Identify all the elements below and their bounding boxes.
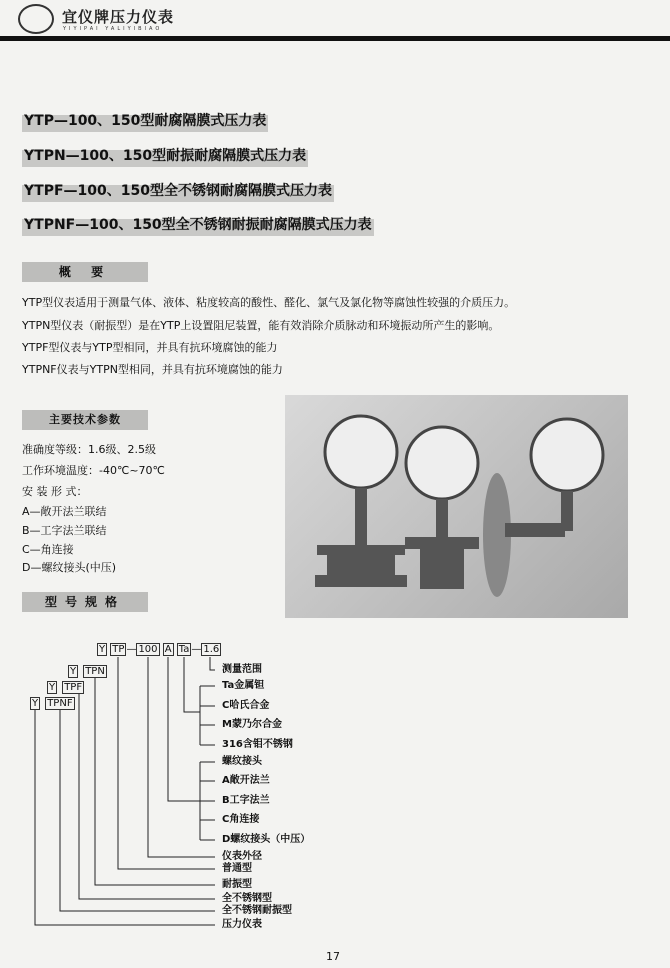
- spec-line: A—敞开法兰联结: [22, 505, 107, 518]
- overview-line: YTP型仪表适用于测量气体、液体、粘度较高的酸性、醛化、氯气及氯化物等腐蚀性较强的介质压力。: [22, 296, 516, 309]
- spec-line: D—螺纹接头(中压): [22, 561, 117, 574]
- code-mat: Ta: [178, 644, 190, 655]
- label-material: Ta金属钽: [222, 680, 265, 691]
- label-connection: 螺纹接头: [222, 756, 262, 767]
- model-heading: 型号规格: [22, 592, 148, 612]
- label-material: 316含钼不锈钢: [222, 739, 293, 750]
- code-y: Y: [49, 682, 56, 693]
- brand-name-en: YIYIPAI YALIYIBIAO: [63, 26, 163, 32]
- spec-line: 工作环境温度：-40℃~70℃: [22, 464, 165, 477]
- code-dash: —: [191, 644, 202, 655]
- code-row-tpnf: [30, 691, 75, 710]
- spec-line: 安 装 形 式：: [22, 485, 88, 498]
- label-type: 耐振型: [222, 879, 252, 890]
- label-material: M蒙乃尔合金: [222, 719, 282, 730]
- spec-line: 准确度等级：1.6级、2.5级: [22, 443, 156, 456]
- code-y: Y: [99, 644, 106, 655]
- page-number: 17: [326, 950, 340, 963]
- title-ytpnf: YTPNF—100、150型全不锈钢耐振耐腐隔膜式压力表: [22, 212, 374, 236]
- spec-line: B—工字法兰联结: [22, 524, 107, 537]
- title-ytp: YTP—100、150型耐腐隔膜式压力表: [22, 108, 268, 132]
- overview-line: YTPF型仪表与YTP型相同，并具有抗环境腐蚀的能力: [22, 341, 278, 354]
- label-connection: D螺纹接头（中压）: [222, 834, 311, 845]
- code-range: 1.6: [203, 644, 220, 655]
- code-conn: A: [164, 644, 172, 655]
- label-type: 全不锈钢型: [222, 893, 272, 904]
- code-type: TPF: [64, 682, 83, 693]
- code-y: Y: [70, 666, 77, 677]
- label-type: 普通型: [222, 863, 252, 874]
- brand-name: 宜仪牌压力仪表: [62, 8, 175, 26]
- code-y: Y: [32, 698, 39, 709]
- title-ytpf: YTPF—100、150型全不锈钢耐腐隔膜式压力表: [22, 178, 334, 202]
- label-connection: C角连接: [222, 814, 260, 825]
- title-ytpn: YTPN—100、150型耐振耐腐隔膜式压力表: [22, 143, 308, 167]
- label-instrument: 压力仪表: [222, 919, 262, 930]
- label-type: 全不锈钢耐振型: [222, 905, 292, 916]
- overview-line: YTPN型仪表（耐振型）是在YTP上设置阻尼装置，能有效消除介质脉动和环境振动所产生的影响。: [22, 319, 500, 332]
- code-type: TPN: [85, 666, 105, 677]
- model-code: [97, 643, 221, 656]
- overview-line: YTPNF仪表与YTPN型相同，并具有抗环境腐蚀的能力: [22, 363, 283, 376]
- overview-heading: 概 要: [22, 262, 148, 282]
- code-type: TPNF: [47, 698, 73, 709]
- label-material: C哈氏合金: [222, 700, 270, 711]
- label-connection: A敞开法兰: [222, 775, 270, 786]
- label-range: 测量范围: [222, 664, 262, 675]
- code-size: 100: [138, 644, 158, 655]
- code-dash: —: [126, 644, 137, 655]
- label-connection: B工字法兰: [222, 795, 270, 806]
- label-diameter: 仪表外径: [222, 851, 262, 862]
- spec-line: C—角连接: [22, 543, 74, 556]
- code-tp: TP: [112, 644, 125, 655]
- specs-heading: 主要技术参数: [22, 410, 148, 430]
